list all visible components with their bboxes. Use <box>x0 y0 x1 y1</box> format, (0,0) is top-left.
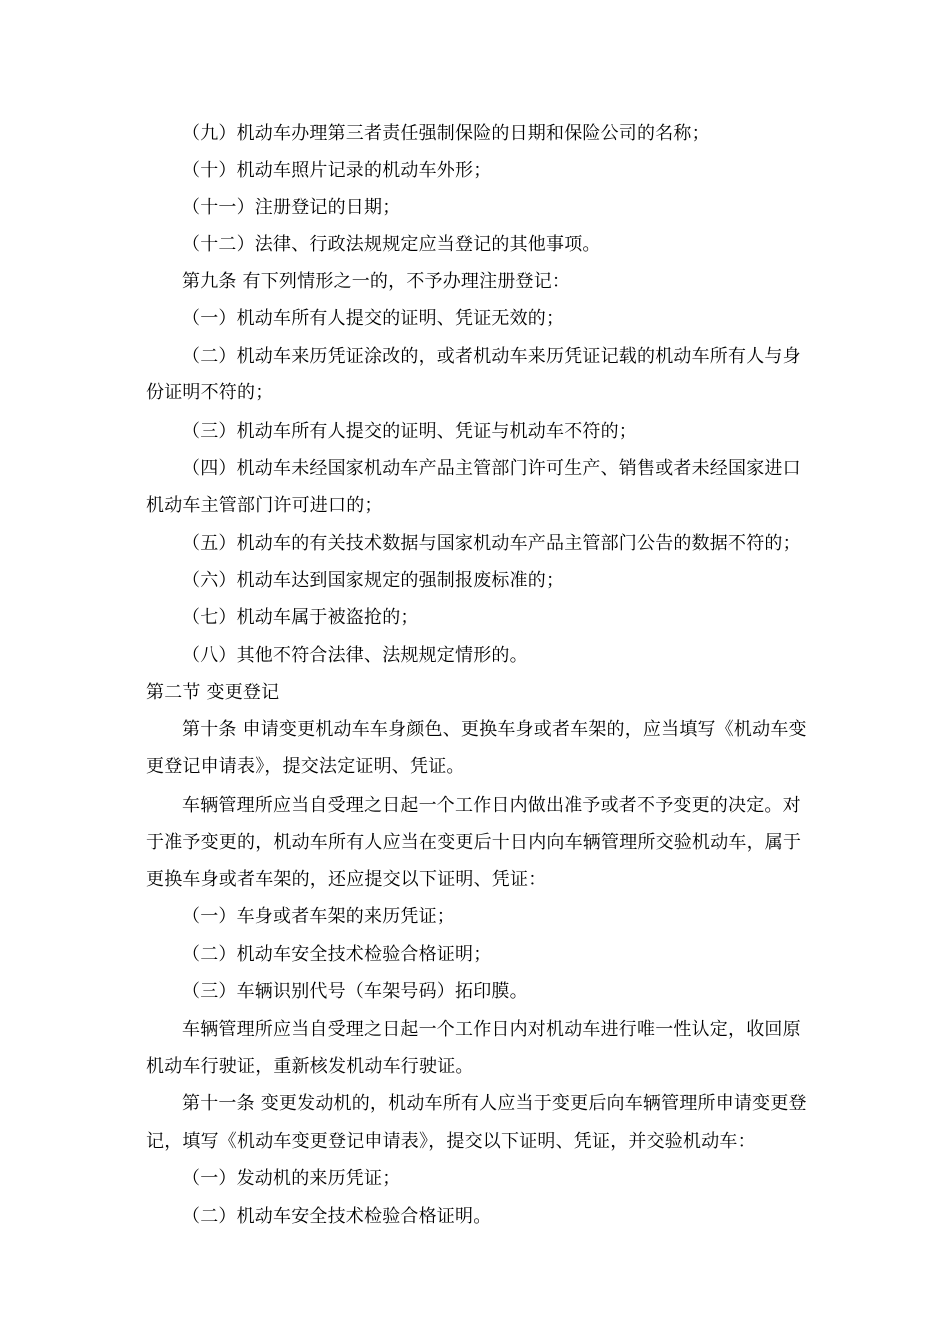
text-line: （六）机动车达到国家规定的强制报废标准的； <box>182 570 565 591</box>
section-heading: 第二节 变更登记 <box>146 682 280 703</box>
text-line: （三）机动车所有人提交的证明、凭证与机动车不符的； <box>182 421 637 442</box>
text-line: （十一）注册登记的日期； <box>182 197 401 218</box>
text-line: 份证明不符的； <box>146 382 274 403</box>
article-heading: 第十条 申请变更机动车车身颜色、更换车身或者车架的，应当填写《机动车变 <box>182 719 807 740</box>
text-line: （一）发动机的来历凭证； <box>182 1168 401 1189</box>
text-line: 机动车主管部门许可进口的； <box>146 495 383 516</box>
text-line: （七）机动车属于被盗抢的； <box>182 607 419 628</box>
text-line: 机动车行驶证，重新核发机动车行驶证。 <box>146 1056 474 1077</box>
text-line: 于准予变更的，机动车所有人应当在变更后十日内向车辆管理所交验机动车，属于 <box>146 832 802 853</box>
text-line: （三）车辆识别代号（车架号码）拓印膜。 <box>182 981 528 1002</box>
article-heading: 第十一条 变更发动机的，机动车所有人应当于变更后向车辆管理所申请变更登 <box>182 1093 807 1114</box>
text-line: （二）机动车来历凭证涂改的，或者机动车来历凭证记载的机动车所有人与身 <box>182 346 801 367</box>
text-line: 记，填写《机动车变更登记申请表》，提交以下证明、凭证，并交验机动车： <box>146 1131 756 1152</box>
text-line: （九）机动车办理第三者责任强制保险的日期和保险公司的名称； <box>182 123 710 144</box>
text-line: （二）机动车安全技术检验合格证明。 <box>182 1206 492 1227</box>
text-line: （五）机动车的有关技术数据与国家机动车产品主管部门公告的数据不符的； <box>182 533 801 554</box>
text-line: （二）机动车安全技术检验合格证明； <box>182 944 492 965</box>
text-line: （八）其他不符合法律、法规规定情形的。 <box>182 645 528 666</box>
text-line: （四）机动车未经国家机动车产品主管部门许可生产、销售或者未经国家进口 <box>182 458 801 479</box>
text-line: 更登记申请表》，提交法定证明、凭证。 <box>146 756 465 777</box>
text-line: （一）机动车所有人提交的证明、凭证无效的； <box>182 308 565 329</box>
text-line: （十）机动车照片记录的机动车外形； <box>182 160 492 181</box>
text-line: 车辆管理所应当自受理之日起一个工作日内对机动车进行唯一性认定，收回原 <box>182 1019 801 1040</box>
article-heading: 第九条 有下列情形之一的，不予办理注册登记： <box>182 271 571 292</box>
text-line: 更换车身或者车架的，还应提交以下证明、凭证： <box>146 869 547 890</box>
text-line: 车辆管理所应当自受理之日起一个工作日内做出准予或者不予变更的决定。对 <box>182 795 801 816</box>
text-line: （一）车身或者车架的来历凭证； <box>182 906 455 927</box>
text-line: （十二）法律、行政法规规定应当登记的其他事项。 <box>182 234 601 255</box>
